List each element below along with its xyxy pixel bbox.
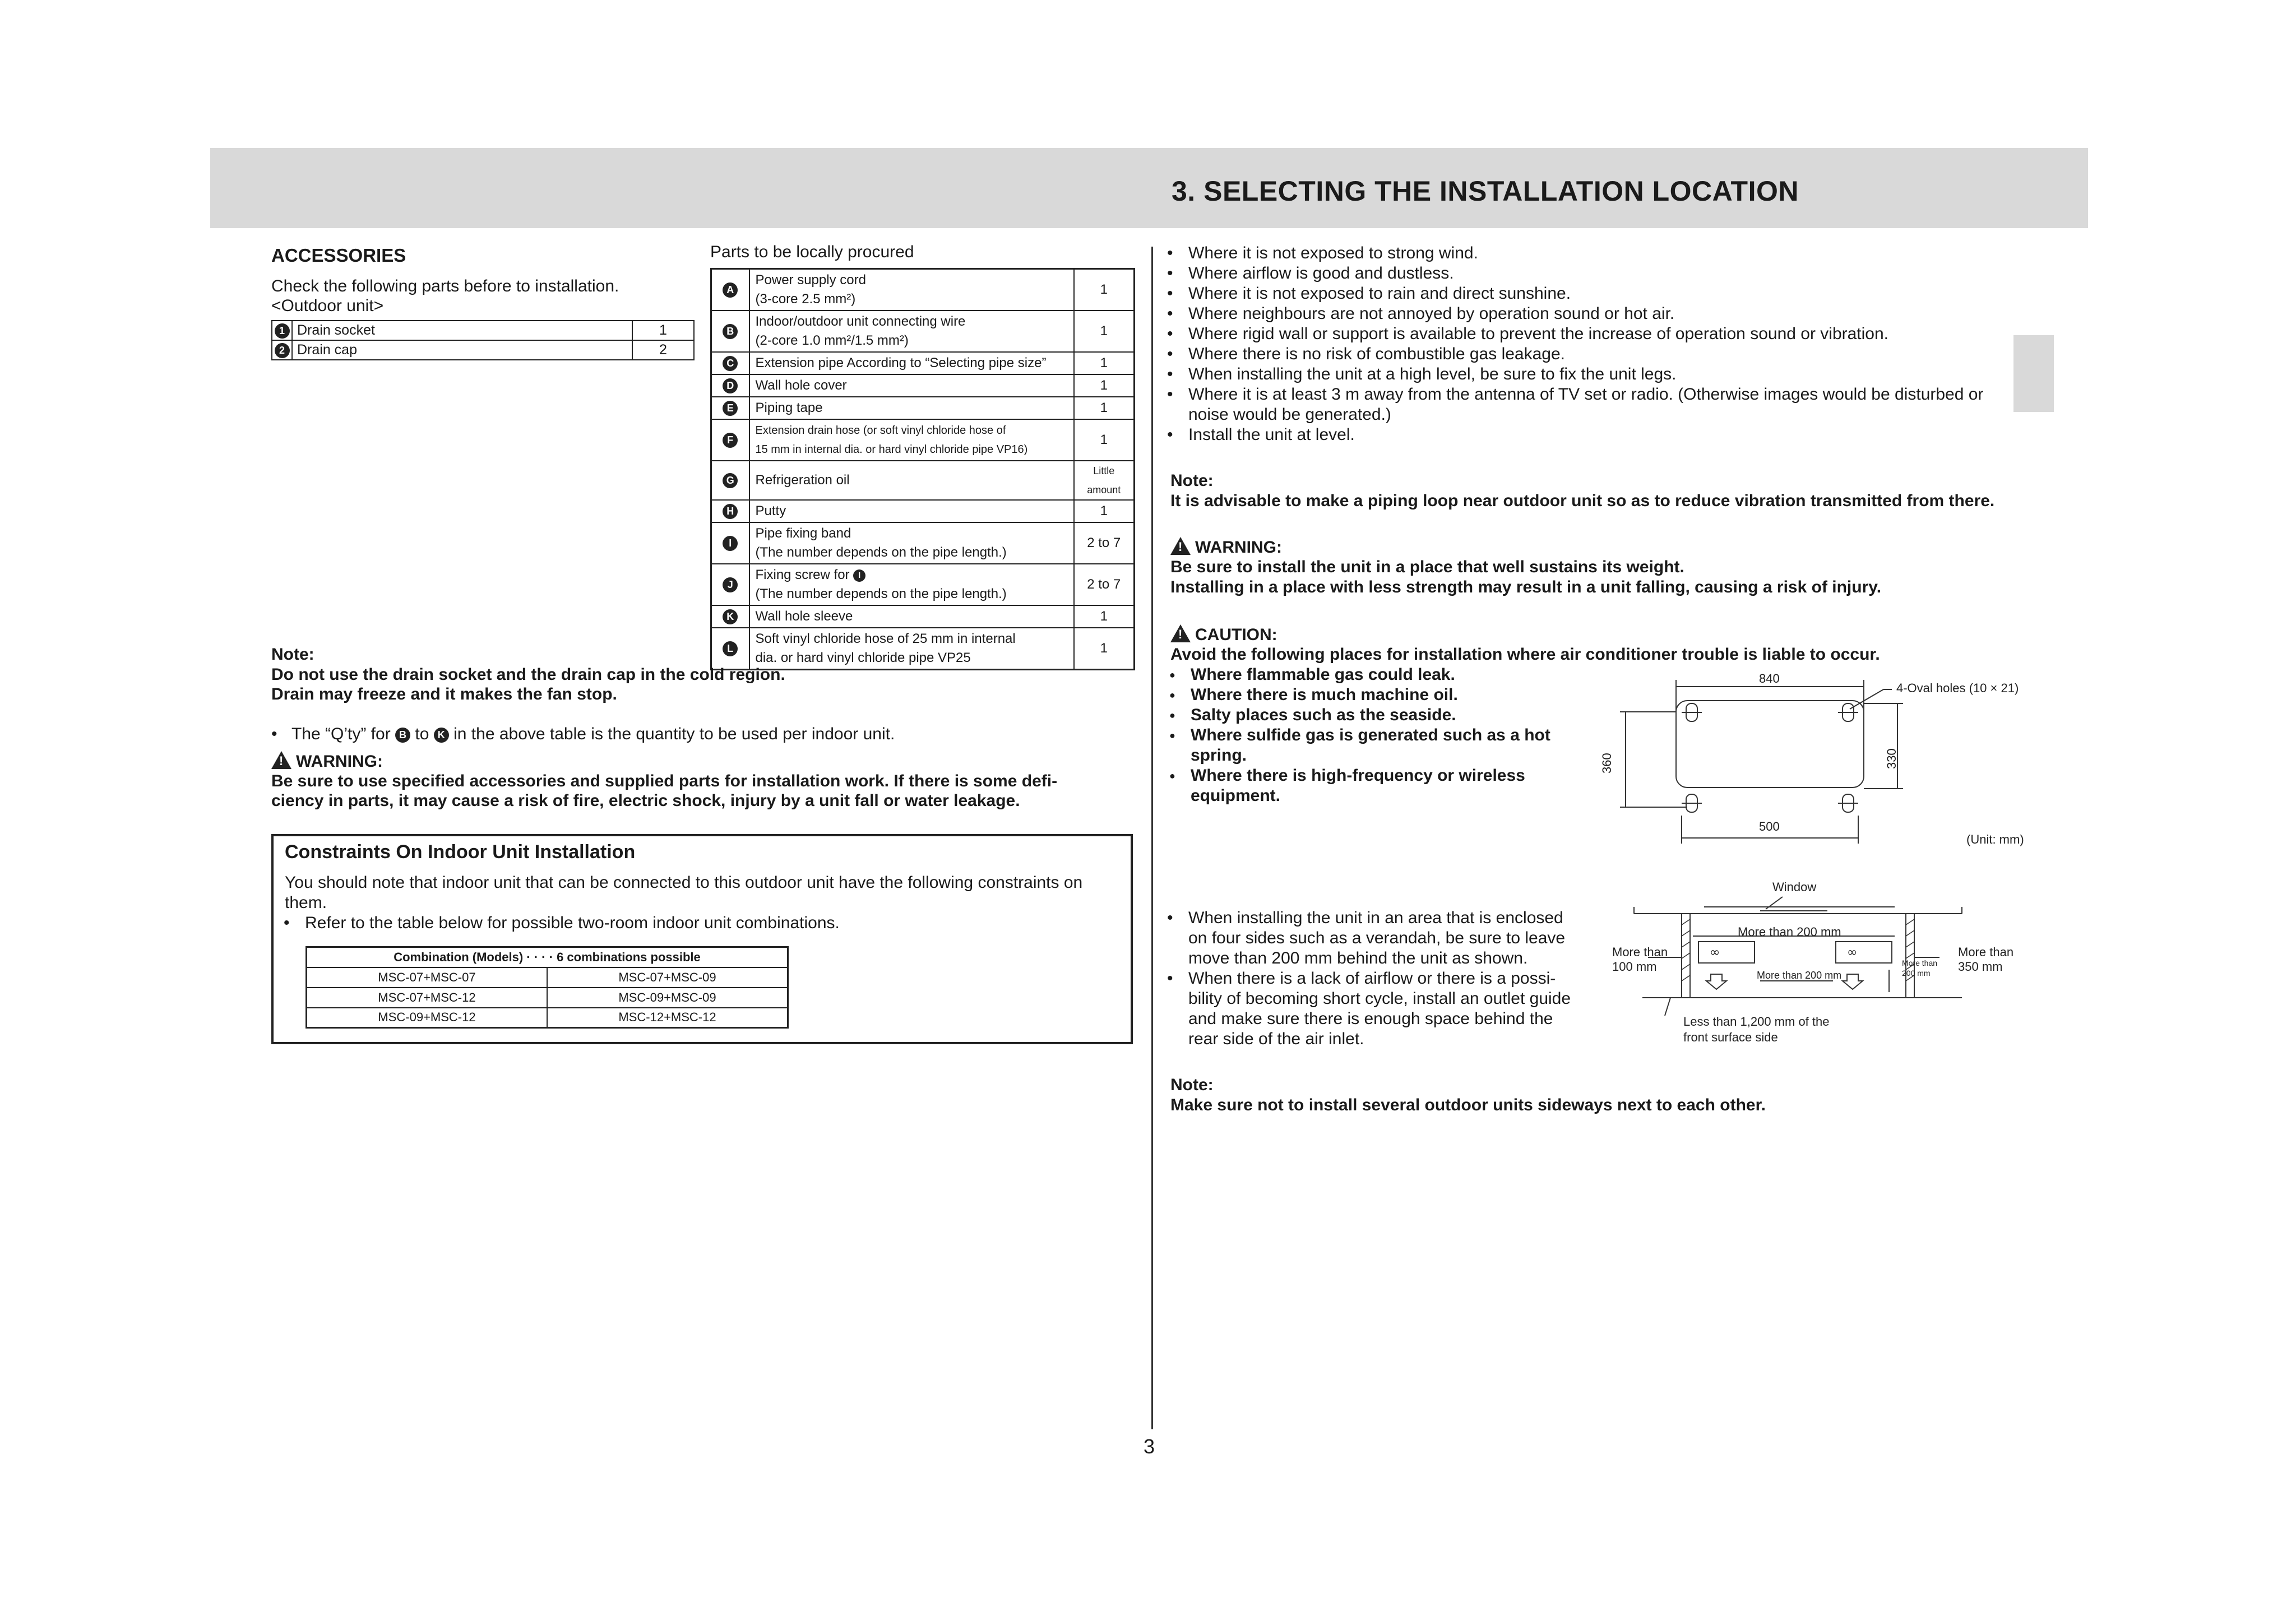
diag-window-label: Window bbox=[1772, 880, 1817, 894]
dim-840-label: 840 bbox=[1759, 671, 1780, 686]
part-qty: 1 bbox=[1074, 605, 1135, 628]
location-bullet: • Install the unit at level. bbox=[1188, 425, 1355, 445]
table-row bbox=[711, 352, 1135, 374]
warning2-line1: Be sure to install the unit in a place that well sustains its weight. bbox=[1170, 558, 1684, 576]
diag-more200-small-b: 200 mm bbox=[1902, 969, 1931, 978]
part-line1: Putty bbox=[749, 500, 1074, 522]
part-line1: Wall hole sleeve bbox=[749, 605, 1074, 628]
key-badge: B bbox=[723, 324, 738, 339]
table-row bbox=[272, 321, 694, 340]
diag-more200-top: More than 200 mm bbox=[1738, 925, 1841, 939]
table-row bbox=[711, 564, 1135, 605]
part-line1: Indoor/outdoor unit connecting wire bbox=[755, 314, 966, 329]
part-qty: 1 bbox=[1074, 311, 1135, 352]
note1-text: It is advisable to make a piping loop near outdoor unit so as to reduce vibration transmitted from there. bbox=[1170, 492, 1995, 510]
parts-caption: Parts to be locally procured bbox=[710, 243, 914, 261]
warning2-heading bbox=[1170, 537, 1282, 558]
dim-360-label: 360 bbox=[1600, 753, 1614, 774]
airflow-bullet: • When there is a lack of airflow or there is a possi- bbox=[1188, 969, 1556, 989]
caution-item: ● Salty places such as the seaside. bbox=[1191, 705, 1456, 725]
enclosed-line: on four sides such as a verandah, be sure to leave bbox=[1188, 929, 1566, 947]
note-line1: Do not use the drain socket and the drain cap in the cold region. bbox=[271, 665, 785, 684]
diag-less1200-b: front surface side bbox=[1683, 1030, 1778, 1044]
side-tab bbox=[2013, 335, 2054, 412]
column-divider bbox=[1151, 247, 1153, 1429]
diag-more350-b: 350 mm bbox=[1958, 960, 2003, 974]
key-badge: I bbox=[723, 536, 738, 551]
page-number: 3 bbox=[1144, 1435, 1155, 1458]
table-row bbox=[711, 397, 1135, 419]
warning2-line2: Installing in a place with less strength may result in a unit falling, causing a risk of injury. bbox=[1170, 578, 1882, 596]
caution-item: ● Where sulfide gas is generated such as a hot bbox=[1191, 725, 1550, 745]
warning-icon bbox=[271, 751, 291, 769]
diag-more100-b: 100 mm bbox=[1612, 960, 1657, 974]
table-header-row bbox=[307, 947, 788, 967]
part-line1: Power supply cord bbox=[755, 272, 866, 288]
table-row bbox=[307, 1008, 788, 1028]
constraints-bullet: • Refer to the table below for possible two-room indoor unit combinations. bbox=[305, 913, 840, 933]
qty-note-c: in the above table is the quantity to be used per indoor unit. bbox=[453, 725, 895, 743]
section-title: 3. SELECTING THE INSTALLATION LOCATION bbox=[1172, 175, 1799, 207]
combination-table bbox=[305, 946, 789, 1029]
table-row bbox=[711, 269, 1135, 311]
combo-cell: MSC-09+MSC-09 bbox=[547, 988, 788, 1008]
diag-more100-a: More than bbox=[1612, 945, 1668, 959]
key-badge: 2 bbox=[275, 343, 290, 358]
part-line2: 15 mm in internal dia. or hard vinyl chloride pipe VP16) bbox=[755, 443, 1028, 456]
header-band bbox=[210, 148, 2088, 228]
qty-note: • The “Q’ty” for B to K in the above table is the quantity to be used per indoor unit. bbox=[271, 725, 895, 743]
constraints-title: Constraints On Indoor Unit Installation bbox=[285, 841, 636, 863]
part-line1: Extension drain hose (or soft vinyl chloride hose of bbox=[755, 424, 1006, 437]
part-qty: 1 bbox=[1074, 374, 1135, 397]
table-row bbox=[711, 605, 1135, 628]
note1-label: Note: bbox=[1170, 471, 1214, 490]
key-badge: A bbox=[723, 282, 738, 298]
enclosed-line: rear side of the air inlet. bbox=[1188, 1030, 1364, 1048]
location-bullet: • When installing the unit at a high level, be sure to fix the unit legs. bbox=[1188, 364, 1677, 385]
table-row bbox=[711, 461, 1135, 500]
location-bullet: • Where neighbours are not annoyed by operation sound or hot air. bbox=[1188, 304, 1674, 324]
dim-500-label: 500 bbox=[1759, 819, 1780, 833]
unit-label: (Unit: mm) bbox=[1966, 832, 2024, 846]
caution-item-cont: spring. bbox=[1191, 746, 1247, 765]
caution-heading bbox=[1170, 624, 1277, 645]
part-qty: 1 bbox=[1074, 500, 1135, 522]
warning-icon bbox=[1170, 537, 1191, 555]
part-line1: Piping tape bbox=[749, 397, 1074, 419]
location-bullet: • Where rigid wall or support is available to prevent the increase of operation sound or vibration. bbox=[1188, 324, 1888, 344]
part-line2: (3-core 2.5 mm²) bbox=[755, 291, 856, 307]
key-badge: D bbox=[723, 378, 738, 393]
svg-text:∞: ∞ bbox=[1847, 946, 1858, 960]
caution-item-cont: equipment. bbox=[1191, 786, 1281, 805]
diag-more200-mid: More than 200 mm bbox=[1757, 970, 1842, 981]
item-qty: 1 bbox=[632, 321, 694, 340]
part-qty: 1 bbox=[1074, 419, 1135, 461]
note2-text: Make sure not to install several outdoor units sideways next to each other. bbox=[1170, 1096, 1766, 1114]
qty-note-b: to bbox=[415, 725, 429, 743]
item-qty: 2 bbox=[632, 340, 694, 360]
part-qty: 1 bbox=[1074, 269, 1135, 311]
table-row bbox=[711, 311, 1135, 352]
key-badge: G bbox=[723, 473, 738, 488]
item-name: Drain cap bbox=[292, 340, 632, 360]
part-line1: Wall hole cover bbox=[749, 374, 1074, 397]
diag-more350-a: More than bbox=[1958, 945, 2014, 959]
key-badge: K bbox=[723, 609, 738, 624]
warning-line1: Be sure to use specified accessories and supplied parts for installation work. If there is some defi- bbox=[271, 772, 1058, 790]
key-badge: C bbox=[723, 356, 738, 371]
part-line1: Soft vinyl chloride hose of 25 mm in internal bbox=[755, 631, 1016, 646]
part-qty: 1 bbox=[1074, 352, 1135, 374]
table-row bbox=[711, 374, 1135, 397]
key-badge: 1 bbox=[275, 323, 290, 339]
table-row bbox=[307, 988, 788, 1008]
part-qty: 2 to 7 bbox=[1074, 522, 1135, 564]
key-badge: B bbox=[395, 728, 410, 743]
part-qty: 2 to 7 bbox=[1074, 564, 1135, 605]
table-row bbox=[307, 967, 788, 988]
part-qty: 1 bbox=[1074, 397, 1135, 419]
oval-holes-label: 4-Oval holes (10 × 21) bbox=[1896, 681, 2019, 695]
table-row bbox=[711, 628, 1135, 670]
key-badge: L bbox=[723, 641, 738, 656]
combo-cell: MSC-12+MSC-12 bbox=[547, 1008, 788, 1028]
diag-less1200-a: Less than 1,200 mm of the bbox=[1683, 1015, 1830, 1029]
table-row bbox=[711, 522, 1135, 564]
note2-label: Note: bbox=[1170, 1076, 1214, 1094]
location-bullet: • Where it is at least 3 m away from the antenna of TV set or radio. (Otherwise images would be disturbed or bbox=[1188, 385, 1983, 405]
diag-more200-small-a: More than bbox=[1902, 958, 1938, 967]
svg-text:∞: ∞ bbox=[1710, 946, 1720, 960]
warning-label: WARNING: bbox=[296, 752, 383, 771]
location-bullet: • Where airflow is good and dustless. bbox=[1188, 263, 1454, 284]
part-qty: Little amount bbox=[1074, 461, 1135, 500]
item-name: Drain socket bbox=[292, 321, 632, 340]
location-bullet: • Where it is not exposed to rain and direct sunshine. bbox=[1188, 284, 1571, 304]
part-line2: dia. or hard vinyl chloride pipe VP25 bbox=[755, 650, 971, 665]
unit-footprint-diagram bbox=[1592, 670, 2040, 855]
caution-item: ● Where there is much machine oil. bbox=[1191, 685, 1458, 705]
location-bullet-cont: noise would be generated.) bbox=[1188, 405, 1391, 424]
table-row bbox=[711, 419, 1135, 461]
part-line1: Pipe fixing band bbox=[755, 526, 851, 541]
combo-cell: MSC-09+MSC-12 bbox=[307, 1008, 548, 1028]
combo-cell: MSC-07+MSC-07 bbox=[307, 967, 548, 988]
note-line2: Drain may freeze and it makes the fan stop. bbox=[271, 685, 617, 703]
warning-line2: ciency in parts, it may cause a risk of fire, electric shock, injury by a unit fall or water leakage. bbox=[271, 791, 1020, 810]
outdoor-unit-table bbox=[271, 320, 695, 360]
part-line2: (The number depends on the pipe length.) bbox=[755, 586, 1007, 601]
key-badge: E bbox=[723, 401, 738, 416]
part-line1: Refrigeration oil bbox=[749, 461, 1074, 500]
key-badge: J bbox=[723, 577, 738, 592]
enclosed-line: move than 200 mm behind the unit as shown. bbox=[1188, 949, 1528, 967]
combo-cell: MSC-07+MSC-12 bbox=[307, 988, 548, 1008]
key-badge: H bbox=[723, 504, 738, 519]
outdoor-label: <Outdoor unit> bbox=[271, 297, 384, 315]
combination-header: Combination (Models) · · · · 6 combinations possible bbox=[307, 947, 788, 967]
part-qty: 1 bbox=[1074, 628, 1135, 670]
table-row bbox=[711, 500, 1135, 522]
location-bullet: • Where it is not exposed to strong wind. bbox=[1188, 243, 1478, 263]
key-badge: K bbox=[434, 728, 449, 743]
enclosed-bullet: • When installing the unit in an area that is enclosed bbox=[1188, 908, 1563, 928]
accessories-heading: ACCESSORIES bbox=[271, 245, 406, 266]
combo-cell: MSC-07+MSC-09 bbox=[547, 967, 788, 988]
constraints-line2: them. bbox=[285, 893, 327, 912]
part-line1: Fixing screw for bbox=[755, 567, 850, 582]
enclosed-line: bility of becoming short cycle, install an outlet guide bbox=[1188, 989, 1571, 1008]
enclosed-line: and make sure there is enough space behind the bbox=[1188, 1009, 1553, 1028]
caution-item: ● Where flammable gas could leak. bbox=[1191, 665, 1455, 685]
location-bullet: • Where there is no risk of combustible gas leakage. bbox=[1188, 344, 1565, 364]
qty-note-a: The “Q’ty” for bbox=[291, 725, 391, 743]
parts-table bbox=[710, 268, 1135, 670]
caution-item: ● Where there is high-frequency or wireless bbox=[1191, 766, 1525, 786]
part-line2: (The number depends on the pipe length.) bbox=[755, 545, 1007, 560]
part-line2: (2-core 1.0 mm²/1.5 mm²) bbox=[755, 333, 909, 348]
warning-heading bbox=[271, 751, 383, 772]
key-badge: F bbox=[723, 433, 738, 448]
check-text: Check the following parts before to installation. bbox=[271, 277, 619, 295]
caution-label: CAUTION: bbox=[1195, 626, 1277, 644]
dim-330-label: 330 bbox=[1885, 748, 1899, 769]
warning2-label: WARNING: bbox=[1195, 538, 1282, 557]
constraints-line1: You should note that indoor unit that can be connected to this outdoor unit have the following constraints on bbox=[285, 873, 1083, 892]
note-label: Note: bbox=[271, 645, 314, 664]
caution-icon bbox=[1170, 624, 1191, 642]
ref-badge: I bbox=[853, 569, 865, 582]
part-line1: Extension pipe According to “Selecting pipe size” bbox=[749, 352, 1074, 374]
table-row bbox=[272, 340, 694, 360]
caution-text: Avoid the following places for installation where air conditioner trouble is liable to occur. bbox=[1170, 645, 1880, 664]
